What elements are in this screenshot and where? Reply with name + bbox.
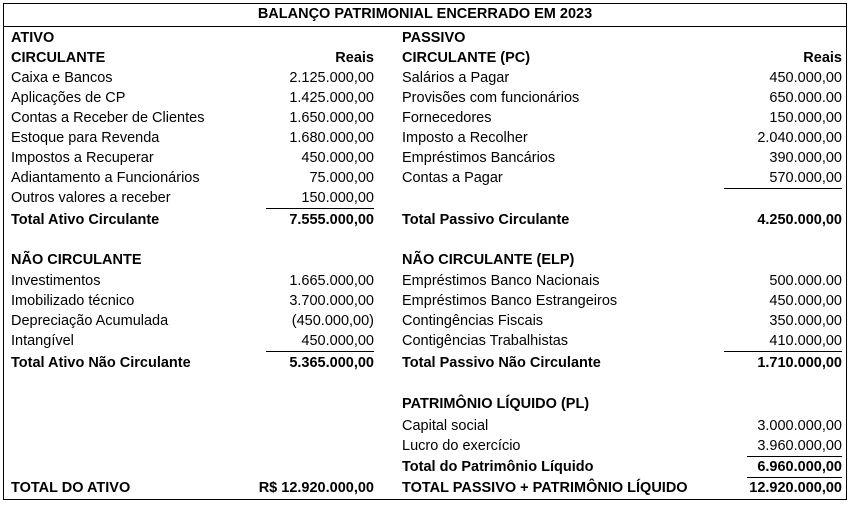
total-label: Total Passivo Não Circulante xyxy=(402,355,601,371)
item-label: Empréstimos Banco Nacionais xyxy=(402,273,600,289)
item-label: Lucro do exercício xyxy=(402,438,521,454)
item-value: 1.665.000,00 xyxy=(289,273,374,289)
list-item xyxy=(11,148,374,168)
item-value: 75.000,00 xyxy=(309,170,374,186)
grand-total-row xyxy=(11,478,374,498)
item-label: Contas a Receber de Clientes xyxy=(11,110,205,126)
grand-total-label: TOTAL DO ATIVO xyxy=(11,480,131,496)
item-label: Fornecedores xyxy=(402,110,492,126)
item-value: 450.000,00 xyxy=(301,333,374,349)
ativo-nao-circulante-heading: NÃO CIRCULANTE xyxy=(11,252,142,268)
item-value: 350.000,00 xyxy=(769,313,842,329)
list-item xyxy=(11,128,374,148)
item-value: 500.000.00 xyxy=(769,273,842,289)
item-value: 410.000,00 xyxy=(769,333,842,349)
total-label: Total Ativo Não Circulante xyxy=(11,355,191,371)
total-row xyxy=(11,353,374,373)
list-item xyxy=(11,68,374,88)
ativo-heading: ATIVO xyxy=(11,30,55,46)
list-item xyxy=(11,331,374,351)
list-item xyxy=(11,271,374,291)
total-value: 6.960.000,00 xyxy=(757,459,842,475)
item-label: Aplicações de CP xyxy=(11,90,126,106)
passivo-column xyxy=(402,0,842,505)
item-value: 150.000,00 xyxy=(301,190,374,206)
list-item xyxy=(11,108,374,128)
list-item xyxy=(402,148,842,168)
item-value: 570.000,00 xyxy=(769,170,842,186)
item-label: Contas a Pagar xyxy=(402,170,503,186)
item-label: Intangível xyxy=(11,333,74,349)
item-label: Provisões com funcionários xyxy=(402,90,580,106)
ativo-column xyxy=(11,0,374,505)
list-item xyxy=(402,271,842,291)
list-item xyxy=(11,291,374,311)
item-value: 3.960.000,00 xyxy=(757,438,842,454)
item-label: Outros valores a receber xyxy=(11,190,171,206)
list-item xyxy=(402,128,842,148)
item-label: Empréstimos Bancários xyxy=(402,150,556,166)
list-item xyxy=(11,168,374,188)
list-item xyxy=(402,291,842,311)
item-value: 3.000.000,00 xyxy=(757,418,842,434)
total-row xyxy=(402,353,842,373)
grand-total-value: R$ 12.920.000,00 xyxy=(258,480,374,496)
item-value: 390.000,00 xyxy=(769,150,842,166)
list-item xyxy=(402,436,842,456)
total-label: Total Passivo Circulante xyxy=(402,212,570,228)
item-value: 1.650.000,00 xyxy=(289,110,374,126)
patrimonio-heading: PATRIMÔNIO LÍQUIDO (PL) xyxy=(402,396,590,412)
item-label: Salários a Pagar xyxy=(402,70,510,86)
subtotal-rule xyxy=(266,351,374,352)
item-label: Empréstimos Banco Estrangeiros xyxy=(402,293,618,309)
list-item xyxy=(11,88,374,108)
item-value: 450.000,00 xyxy=(769,293,842,309)
item-value: 2.040.000,00 xyxy=(757,130,842,146)
list-item xyxy=(402,168,842,188)
item-label: Estoque para Revenda xyxy=(11,130,160,146)
passivo-heading: PASSIVO xyxy=(402,30,466,46)
item-label: Imposto a Recolher xyxy=(402,130,528,146)
grand-total-label: TOTAL PASSIVO + PATRIMÔNIO LÍQUIDO xyxy=(402,480,688,496)
item-value: 1.680.000,00 xyxy=(289,130,374,146)
item-value: 2.125.000,00 xyxy=(289,70,374,86)
item-label: Capital social xyxy=(402,418,489,434)
item-value: 450.000,00 xyxy=(301,150,374,166)
item-value: 1.425.000,00 xyxy=(289,90,374,106)
list-item xyxy=(402,68,842,88)
grand-total-value: 12.920.000,00 xyxy=(749,480,842,496)
ativo-circulante-heading: CIRCULANTE xyxy=(11,50,106,66)
total-value: 7.555.000,00 xyxy=(289,212,374,228)
total-row xyxy=(402,210,842,230)
total-value: 5.365.000,00 xyxy=(289,355,374,371)
passivo-nao-circulante-heading: NÃO CIRCULANTE (ELP) xyxy=(402,252,575,268)
item-label: Impostos a Recuperar xyxy=(11,150,154,166)
item-label: Imobilizado técnico xyxy=(11,293,135,309)
grand-total-row xyxy=(402,478,842,498)
list-item xyxy=(11,188,374,208)
item-label: Adiantamento a Funcionários xyxy=(11,170,200,186)
total-row xyxy=(402,457,842,477)
item-label: Caixa e Bancos xyxy=(11,70,113,86)
total-value: 4.250.000,00 xyxy=(757,212,842,228)
item-value: (450.000,00) xyxy=(291,313,374,329)
passivo-circulante-heading: CIRCULANTE (PC) xyxy=(402,50,531,66)
item-label: Contingências Fiscais xyxy=(402,313,544,329)
list-item xyxy=(402,108,842,128)
list-item xyxy=(11,311,374,331)
subtotal-rule xyxy=(724,351,842,352)
list-item xyxy=(402,331,842,351)
document-title: BALANÇO PATRIMONIAL ENCERRADO EM 2023 xyxy=(3,3,847,27)
total-label: Total Ativo Circulante xyxy=(11,212,160,228)
ativo-unit-label: Reais xyxy=(335,50,374,66)
subtotal-rule xyxy=(724,188,842,189)
item-value: 3.700.000,00 xyxy=(289,293,374,309)
item-label: Depreciação Acumulada xyxy=(11,313,169,329)
list-item xyxy=(402,416,842,436)
item-value: 650.000.00 xyxy=(769,90,842,106)
item-label: Contigências Trabalhistas xyxy=(402,333,569,349)
list-item xyxy=(402,311,842,331)
item-value: 150.000,00 xyxy=(769,110,842,126)
total-value: 1.710.000,00 xyxy=(757,355,842,371)
list-item xyxy=(402,88,842,108)
passivo-unit-label: Reais xyxy=(803,50,842,66)
subtotal-rule xyxy=(266,208,374,209)
total-label: Total do Patrimônio Líquido xyxy=(402,459,594,475)
item-value: 450.000,00 xyxy=(769,70,842,86)
item-label: Investimentos xyxy=(11,273,101,289)
total-row xyxy=(11,210,374,230)
